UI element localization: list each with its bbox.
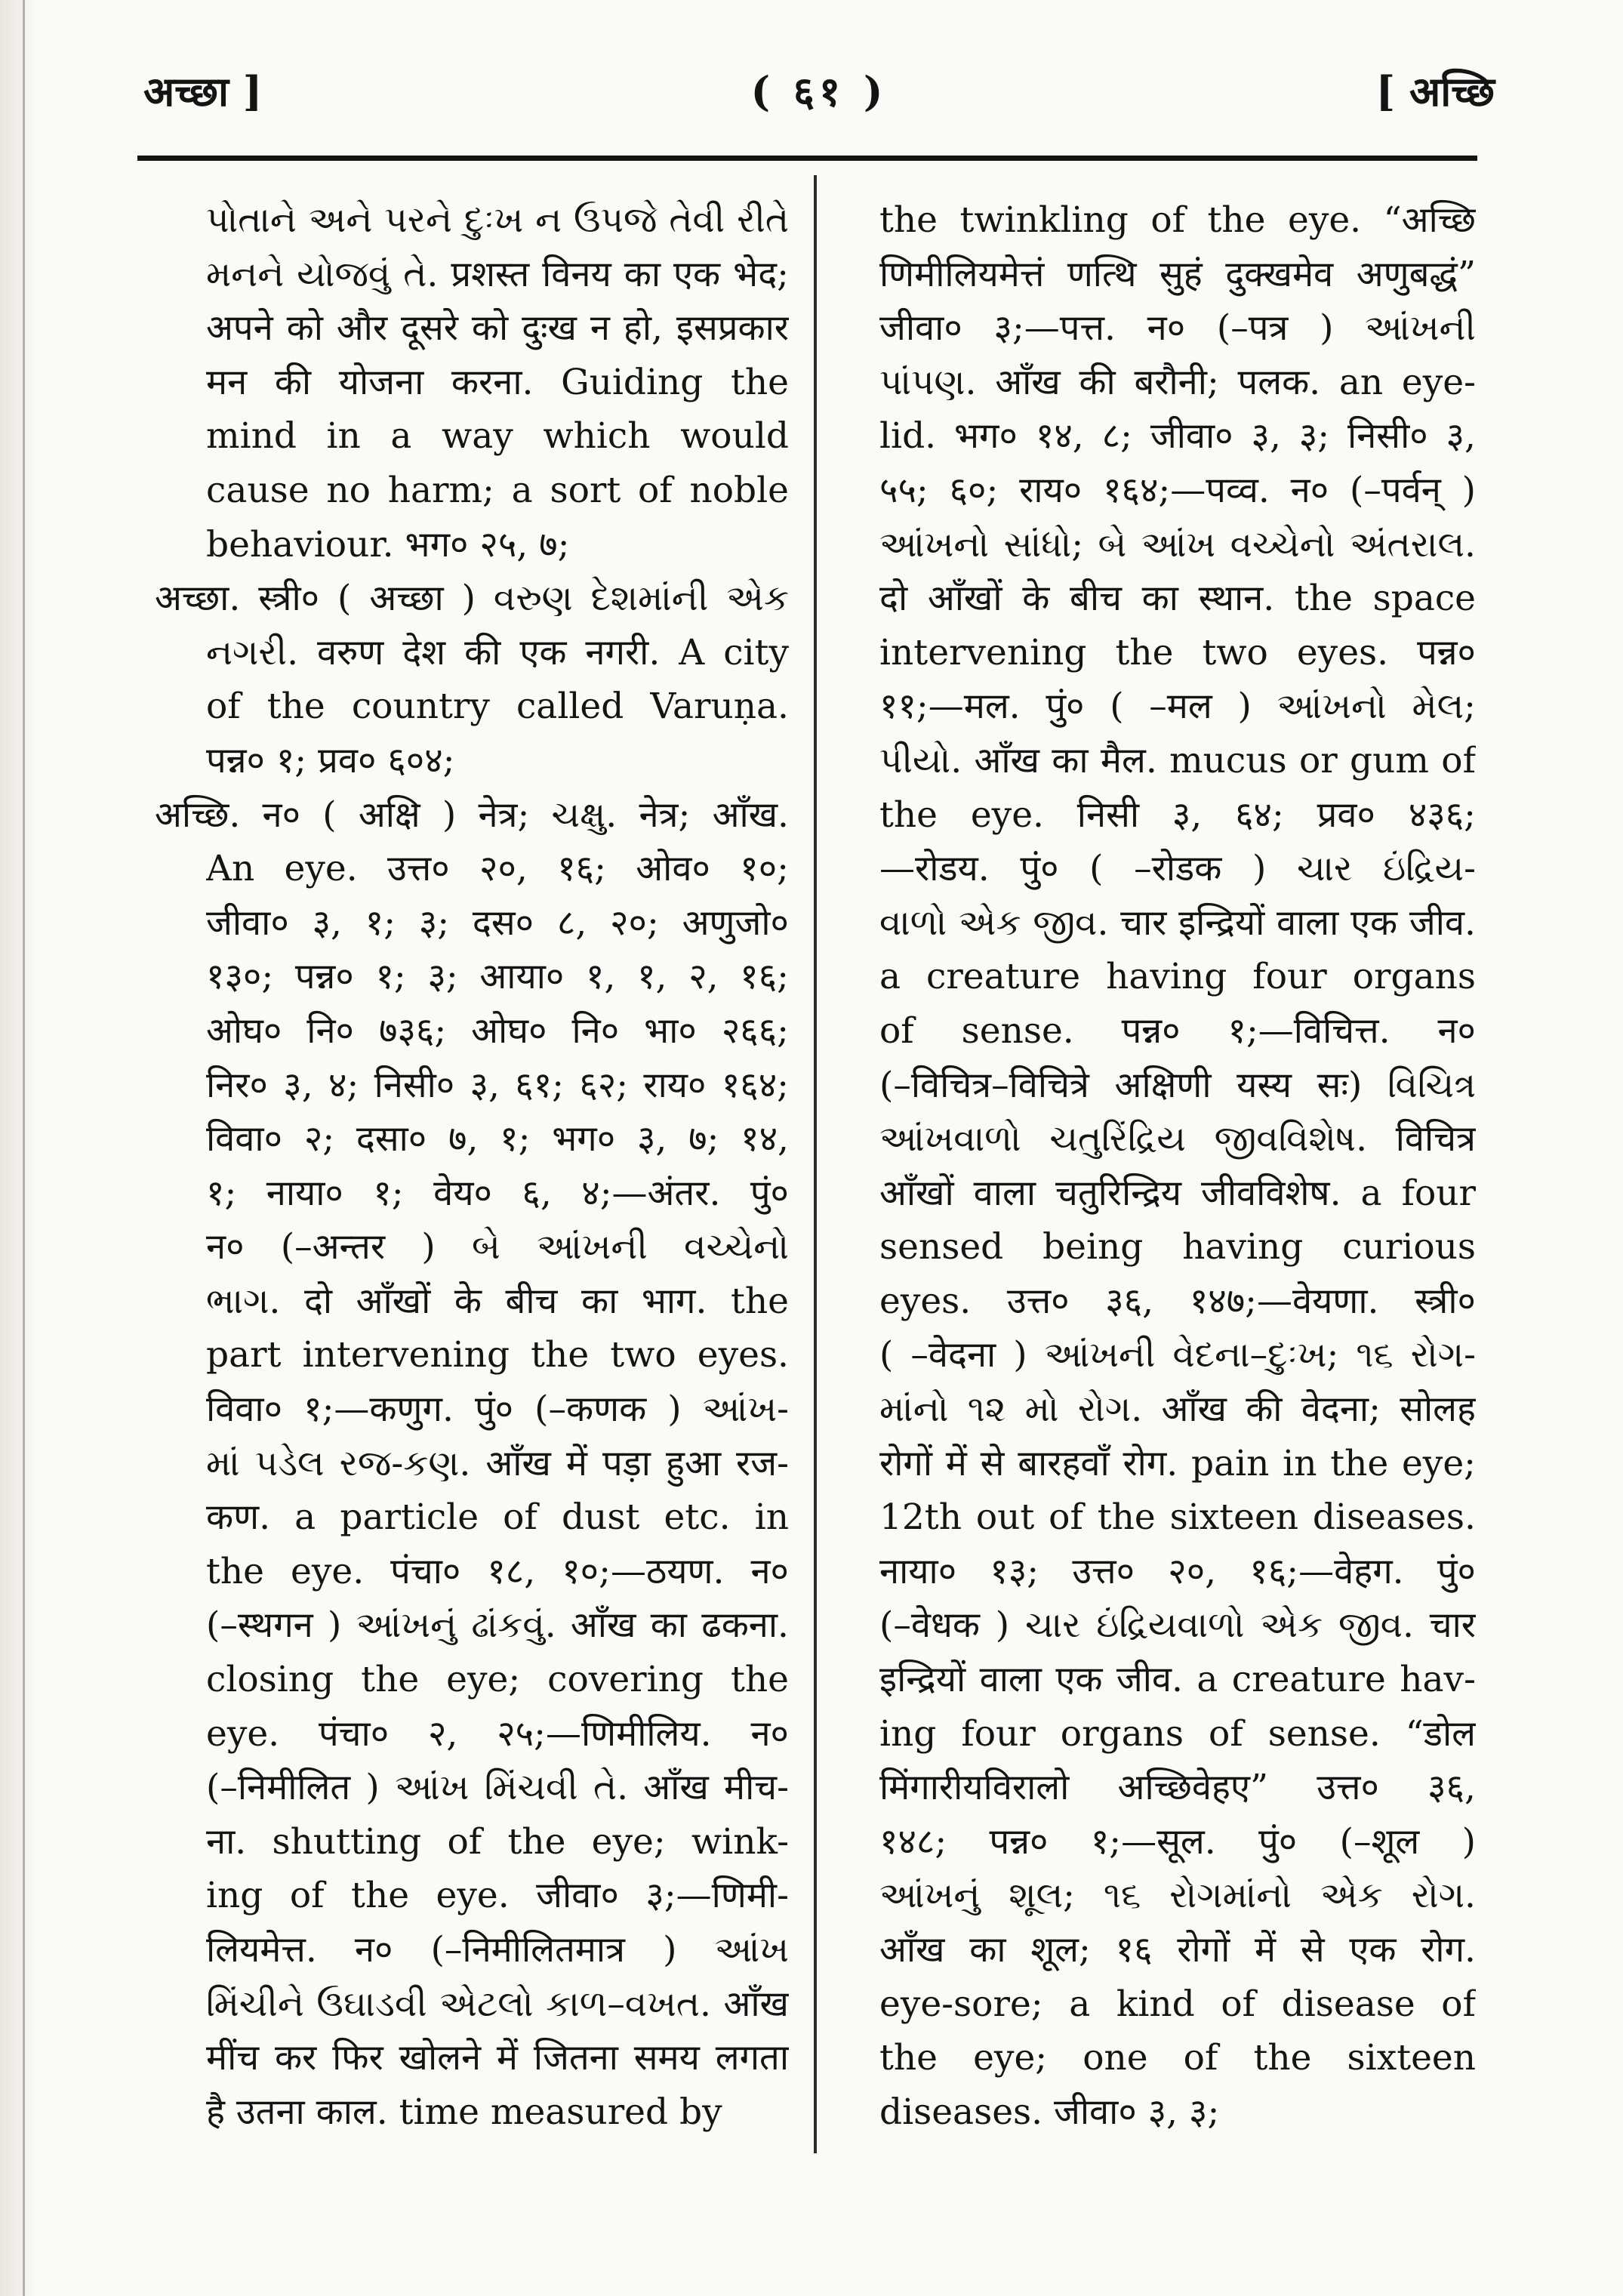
text-line: १; नाया० १; वेय० ६, ४;—अंतर. पुं०	[206, 1172, 789, 1214]
text-line: (–विचित्र–विचित्रे अक्षिणी यस्य सः) વિચિત્ર	[879, 1064, 1476, 1106]
text-line: માંનો ૧૨ મો રોગ. आँख की वेदना; सोलह	[879, 1388, 1476, 1431]
header-rule	[137, 156, 1477, 161]
text-line: part intervening the two eyes.	[206, 1334, 789, 1376]
text-line: निर० ३, ४; निसी० ३, ६१; ६२; राय० १६४;	[206, 1064, 789, 1106]
text-line: ing four organs of sense. “डोल	[879, 1712, 1476, 1755]
text-line: the twinkling of the eye. “अच्छि	[879, 199, 1476, 241]
text-line: ओघ० नि० ७३६; ओघ० नि० भा० २६६;	[206, 1009, 789, 1052]
text-line: of sense. पन्न० १;—विचित्त. न०	[879, 1009, 1476, 1052]
scan-binding-line	[23, 0, 25, 2296]
text-line: मिंगारीयविरालो अच्छिवेहए” उत्त० ३६,	[879, 1767, 1476, 1809]
text-line: १४८; पन्न० १;—सूल. पुं० (–शूल )	[879, 1820, 1476, 1863]
text-line: આંખનું શૂલ; ૧૬ રોગમાંનો એક રોગ.	[879, 1875, 1476, 1917]
text-line: આંખનો સાંધો; બે આંખ વચ્ચેનો અંતરાલ.	[879, 523, 1476, 566]
text-line: પોતાને અને પરને દુઃખ ન ઉપજે તેવી રીતે	[206, 199, 789, 241]
text-line: विवा० २; दसा० ७, १; भग० ३, ७; १४,	[206, 1118, 789, 1160]
text-line: of the country called Varuṇa.	[206, 686, 789, 728]
right-column	[879, 193, 1476, 2139]
text-line: दो आँखों के बीच का स्थान. the space	[879, 578, 1476, 620]
text-line: जीवा० ३, १; ३; दस० ८, २०; अणुजो०	[206, 901, 789, 944]
header-left-headword: अच्छा ]	[143, 67, 263, 116]
text-line: (–वेधक ) ચાર ઇંદ્રિયવાળો એક જીવ. चार	[879, 1604, 1476, 1647]
text-line: diseases. जीवा० ३, ३;	[879, 2091, 1220, 2133]
text-line: न० (–अन्तर ) બે આંખની વચ્ચેનો	[206, 1226, 789, 1268]
text-line: इन्द्रियों वाला एक जीव. a creature hav-	[879, 1659, 1476, 1701]
text-line: a creature having four organs	[879, 956, 1476, 998]
text-line: ५५; ६०; राय० १६४;—पव्व. न० (–पर्वन् )	[879, 469, 1476, 511]
text-line: the eye. निसी ३, ६४; प्रव० ४३६;	[879, 794, 1476, 836]
text-line: लियमेत्त. न० (–निमीलितमात्र ) આંખ	[206, 1929, 789, 1971]
text-line: intervening the two eyes. पन्न०	[879, 631, 1476, 673]
text-line: ना. shutting of the eye; wink-	[206, 1820, 789, 1863]
text-line: 12th out of the sixteen diseases.	[879, 1496, 1476, 1539]
scan-edge-shadow	[0, 0, 35, 2296]
text-line: कण. a particle of dust etc. in	[206, 1496, 789, 1539]
page-number: ( ६१ )	[750, 67, 888, 116]
text-line: विवा० १;—कणुग. पुं० (–कणक ) આંખ-	[206, 1388, 789, 1431]
text-line: behaviour. भग० २५, ७;	[206, 523, 570, 566]
text-line: the eye. पंचा० १८, १०;—ठयण. न०	[206, 1550, 789, 1592]
text-line: नाया० १३; उत्त० २०, १६;—वेहग. पुं०	[879, 1550, 1476, 1592]
text-line: —रोडय. पुं० ( –रोडक ) ચાર ઇંદ્રિય-	[879, 848, 1476, 890]
text-line: १३०; पन्न० १; ३; आया० १, १, २, १६;	[206, 956, 789, 998]
text-line: अपने को और दूसरे को दुःख न हो, इसप्रकार	[206, 307, 789, 350]
text-line: મનને યોજવું તે. प्रशस्त विनय का एक भेद;	[206, 253, 789, 295]
text-line: the eye; one of the sixteen	[879, 2037, 1476, 2079]
text-line: आँखों वाला चतुरिन्द्रिय जीवविशेष. a four	[879, 1172, 1476, 1214]
text-line: मींच कर फिर खोलने में जितना समय लगता	[206, 2037, 789, 2079]
text-line: पन्न० १; प्रव० ६०४;	[206, 739, 455, 781]
text-line: ભાગ. दो आँखों के बीच का भाग. the	[206, 1280, 789, 1322]
text-line: મિંચીને ઉઘાડવી એટલો કાળ–વખત. आँख	[206, 1983, 789, 2025]
text-line: An eye. उत्त० २०, १६; ओव० १०;	[206, 848, 789, 890]
text-line: lid. भग० १४, ८; जीवा० ३, ३; निसी० ३,	[879, 415, 1476, 458]
text-line: ing of the eye. जीवा० ३;—णिमी-	[206, 1875, 789, 1917]
text-line: closing the eye; covering the	[206, 1659, 789, 1701]
text-line: अच्छा. स्त्री० ( अच्छा ) વરુણ દેશમાંની એક	[155, 578, 789, 620]
text-line: (–निमीलित ) આંખ મિંચવી તે. आँख मीच-	[206, 1767, 789, 1809]
text-line: जीवा० ३;—पत्त. न० (–पत्र ) આંખની	[879, 307, 1476, 350]
text-line: પીયો. आँख का मैल. mucus or gum of	[879, 739, 1476, 781]
text-line: मन की योजना करना. Guiding the	[206, 361, 789, 403]
text-line: रोगों में से बारहवाँ रोग. pain in the eye;	[879, 1442, 1476, 1484]
text-line: eyes. उत्त० ३६, १४७;—वेयणा. स्त्री०	[879, 1280, 1476, 1322]
text-line: अच्छि. न० ( अक्षि ) नेत्र; ચક્ષુ. नेत्र; आँख.	[155, 794, 789, 836]
text-line: પાંપણ. आँख की बरौनी; पलक. an eye-	[879, 361, 1476, 403]
text-line: mind in a way which would	[206, 415, 789, 458]
text-line: નગરી. वरुण देश की एक नगरी. A city	[206, 631, 789, 673]
text-line: है उतना काल. time measured by	[206, 2091, 722, 2133]
text-line: eye. पंचा० २, २५;—णिमीलिय. न०	[206, 1712, 789, 1755]
text-line: आँख का शूल; १६ रोगों में से एक रोग.	[879, 1929, 1476, 1971]
header-right-headword: [ अच्छि	[1375, 67, 1495, 116]
text-line: cause no harm; a sort of noble	[206, 469, 789, 511]
column-divider	[814, 175, 817, 2153]
text-line: sensed being having curious	[879, 1226, 1476, 1268]
text-line: णिमीलियमेत्तं णत्थि सुहं दुक्खमेव अणुबद्धं”	[879, 253, 1476, 295]
text-line: માં પડેલ રજ-કણ. आँख में पड़ा हुआ रज-	[206, 1442, 789, 1484]
text-line: (–स्थगन ) આંખનું ઢાંકવું. आँख का ढकना.	[206, 1604, 789, 1647]
text-line: eye-sore; a kind of disease of	[879, 1983, 1476, 2025]
text-line: ( –वेदना ) આંખની વેદના–દુઃખ; ૧૬ રોગ-	[879, 1334, 1476, 1376]
text-line: ११;—मल. पुं० ( –मल ) આંખનો મેલ;	[879, 686, 1476, 728]
text-line: આંખવાળો ચતુરિંદ્રિય જીવવિશેષ. विचित्र	[879, 1118, 1476, 1160]
page-header	[143, 54, 1495, 137]
left-column	[155, 193, 789, 2139]
text-line: વાળો એક જીવ. चार इन्द्रियों वाला एक जीव.	[879, 901, 1476, 944]
